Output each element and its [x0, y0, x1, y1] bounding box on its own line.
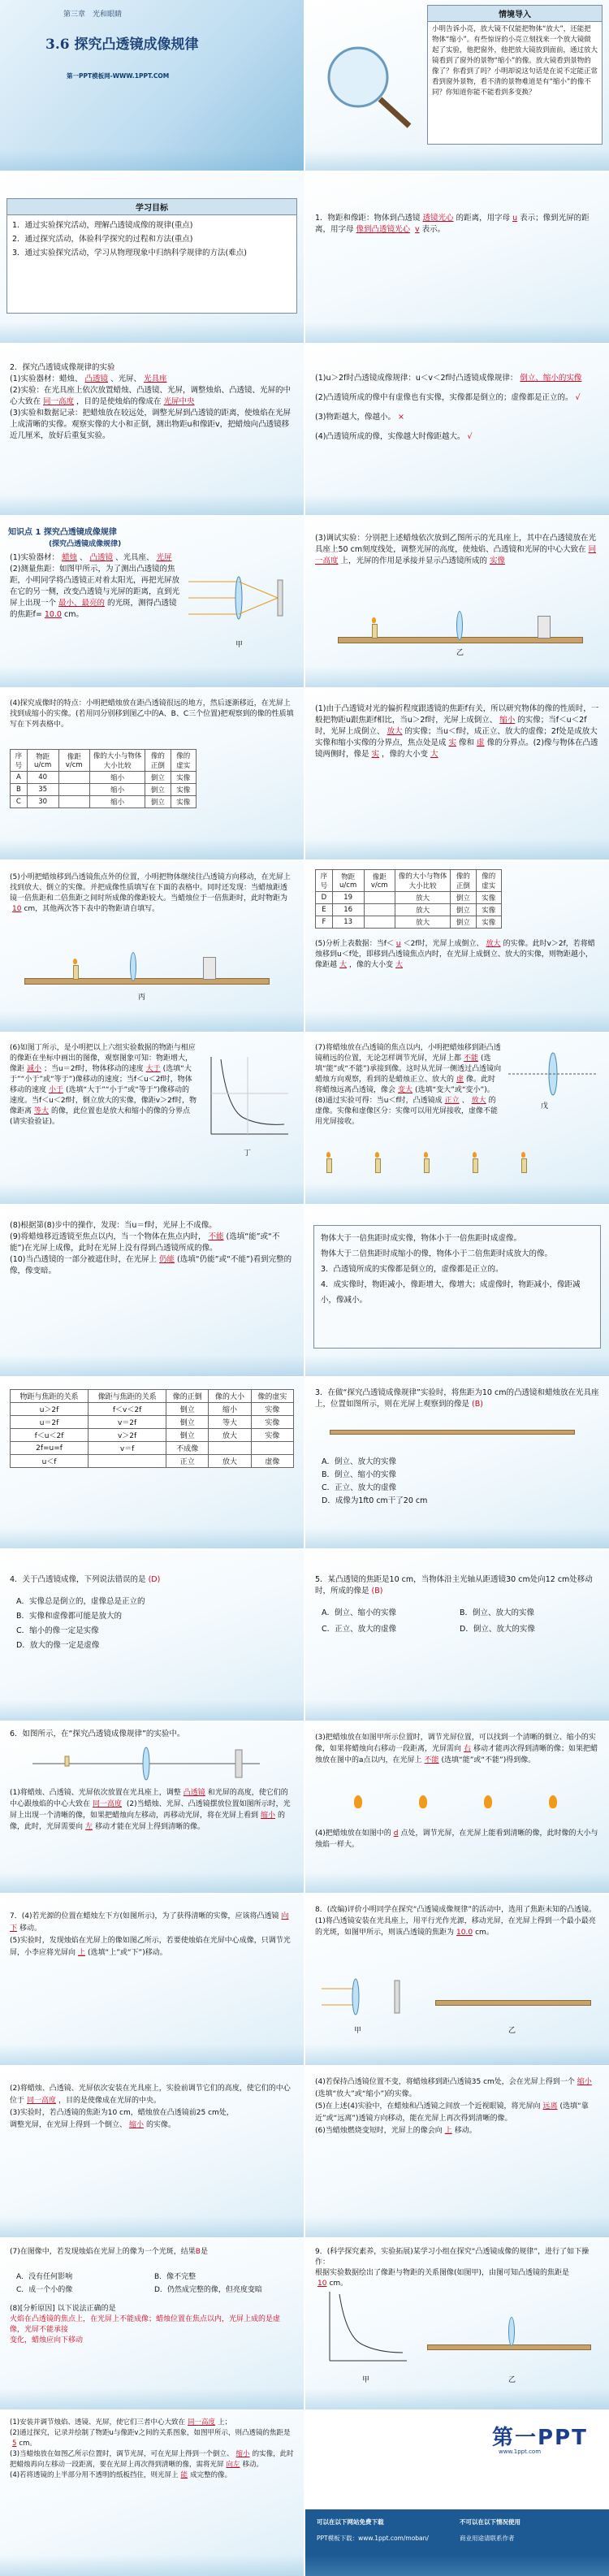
slide-q9	[305, 2239, 609, 2409]
slide-virtual-image	[305, 1033, 609, 1204]
image-candles-row	[318, 1147, 594, 1180]
summary-2: 物体大于二倍焦距时成缩小的像，物体小于二倍焦距时成放大的像。	[321, 1249, 553, 1258]
choice-d[interactable]: D．成像为1ft0 cm干了20 cm	[322, 1496, 428, 1505]
table-row: u＞2f f＜v＜2f 倒立 缩小 实像	[11, 1403, 294, 1416]
slide-table-2	[305, 861, 609, 1032]
slide-summary	[305, 1206, 609, 1376]
table-row: u＜f 正立 放大 虚像	[11, 1455, 294, 1468]
goal-3: 3．通过实验探究活动，学习从物理现象中归纳科学规律的方法(难点)	[12, 249, 247, 258]
sun-focus-diagram	[188, 565, 294, 630]
table-row: A 40 缩小 倒立 实像	[11, 772, 197, 784]
choice-c[interactable]: C．缩小的像一定是实像	[16, 1626, 99, 1635]
footer-note: 商业用途请联系作者	[460, 2535, 515, 2542]
question-5: 5．某凸透镜的焦距是10 cm，当物体沿主光轴从距透镜30 cm处向12 cm处移动时，所成的像是 (B)	[315, 1575, 593, 1595]
slide-end	[305, 2411, 609, 2576]
lesson-title: 3.6 探究凸透镜成像规律	[45, 37, 199, 53]
slide-analysis-1	[305, 689, 609, 859]
rule-table	[10, 1389, 294, 1468]
knowledge-heading: 知识点 1 探究凸透镜成像规律	[8, 528, 117, 537]
table-header-row: 序号 物距u/cm 像距v/cm 像的大小与物体大小比较 像的正倒 像的虚实	[316, 870, 502, 892]
choice-d[interactable]: D．倒立、放大的实像	[460, 1625, 535, 1634]
setup-text: (3)调试实验：分别把上述蜡烛依次放到乙图所示的光具座上，其中在凸透镜放在光具座上50 cm刻度线处，调整光屏的高度，使烛焰、凸透镜和光屏的中心大致在 同一高度 上，光屏的作用是承接并显示凸透镜所成的 实像	[315, 534, 597, 565]
choice-b[interactable]: B．实像和虚像都可能是放大的	[16, 1612, 123, 1621]
q8-more-text: (4)若保持凸透镜位置不变，将蜡烛移到距凸透镜35 cm处，会在光屏上得到一个 缩小(选填“放大”或“缩小”)的实像。 (5)在上述(4)实验中，在蜡烛和凸透镜之间放一个近视眼镜，将光屏向 远离 (选填“靠近”或“远离”)透镜方向移动，能在光屏上再次得到清晰的像。 (6)当蜡烛燃烧变短时，光屏上的像会向 上 移动。	[315, 2078, 592, 2135]
choice-c[interactable]: C．正立、放大的虚像	[322, 1625, 397, 1634]
u-v-graph	[203, 1053, 292, 1142]
virtual-text: (7)将蜡烛放在凸透镜的焦点以内，小明把蜡烛移到距凸透镜稍远的位置，无论怎样调节光屏，光屏上都 不能 (选填“能”或“不能”)承接到像。这时从光屏一侧透过凸透镜向蜡烛方向观察，看到的是蜡烛正立、放大的 虚 像。此时将蜡烛远离凸透镜，像会 变大 (选填“变大”或“变小”)。 (8)通过实验可得：当u＜f时，凸透镜成 正立 、 放大 的虚像。实像和虚像区分：实像可以用光屏接收，虚像不能用光屏接收。	[315, 1044, 502, 1126]
figure-caption: 戊	[541, 1102, 549, 1110]
optical-bench	[24, 978, 270, 985]
move-text: (5)小明把蜡烛移到凸透镜焦点外的位置，小明把物体继续往凸透镜方向移动，在光屏上找到放大、倒立的实像。并把成像性质填写在下面的表格中。同时还发现：当蜡烛距透镜一倍焦距和二倍焦距之间时所成像的像距较大。当蜡烛位于一倍焦距时，此时物距为10 cm，其他两次答下表中的物距请自填写。	[10, 873, 291, 913]
results-table-1	[10, 749, 197, 808]
lens	[130, 952, 136, 981]
experiment-text: 2．探究凸透镜成像规律的实验 (1)实验器材：蜡烛、 凸透镜 、光屏、 光具座 (2)实验：在光具座上依次放置蜡烛、凸透镜、光屏，调整烛焰、凸透镜、光屏的中心大致在 同一高度 ，目的是使烛焰的像成在 光屏中央 (3)实验和数据记录：把蜡烛放在较远处，调整光屏到凸透镜的距离，使烛焰在光屏上成清晰的实像。观察实像的大小和正倒，测出物距u和像距v，把蜡烛向凸透镜移近几厘米，放好后重复实验。	[10, 363, 291, 440]
slide-q3	[305, 1378, 609, 1548]
choice-a[interactable]: A．没有任何影响	[16, 2273, 73, 2281]
intro-heading: 情境导入	[428, 6, 602, 22]
table-row: B 35 缩小 倒立 实像	[11, 784, 197, 796]
summary-box	[313, 1225, 601, 1349]
flame	[372, 617, 376, 623]
figure-caption: 乙	[456, 649, 464, 657]
footer-col-2-title: 不可以在以下情况使用	[460, 2518, 520, 2526]
knowledge-sub: (探究凸透镜成像规律)	[49, 540, 122, 548]
goals-heading: 学习目标	[7, 199, 296, 215]
site-logo: 第一PPT模板网-WWW.1PPT.COM	[67, 72, 170, 80]
knowledge-text: (1)实验器材： 蜡烛 、 凸透镜 、光具座、 光屏 (2)测量焦距：如图甲所示，为了测出凸透镜的焦距，小明同学将凸透镜正对着太阳光，再把光屏放在它的另一侧，改变凸透镜与光屏的距离，直到光屏上出现一个 最小、最亮的 的光斑，测得凸透镜的焦距f= 10.0 cm。	[10, 553, 180, 619]
screen	[538, 616, 551, 639]
slide-experiment	[0, 344, 304, 515]
slide-q6	[0, 1722, 304, 1893]
slide-setup	[305, 517, 609, 687]
q8-reason: (8)[分析原因] 以下说法正确的是 火焰在凸透镜的焦点上，在光屏上不能成像；蜡烛位置在焦点以内，光屏上成的是虚像，光屏不能承接 变化，蜡烛应向下移动	[10, 2305, 281, 2344]
slide-q6-cont	[305, 1722, 609, 1893]
observation-text: (8)根据第(8)步中的操作，发现：当u＝f时，光屏上不成像。 (9)将蜡烛移近透镜至焦点以内，当一个物体在焦点内时， 不能 (选填“能”或“不能”)在光屏上成像，此时在光屏上没有得到凸透镜所成的像。 (10)当凸透镜的一部分被遮住时，在光屏上 仍能 (选填“仍能”或“不能”)看到完整的像，像变暗。	[10, 1221, 292, 1275]
slide-q7	[0, 1894, 304, 2065]
slide-q8-analysis	[0, 2239, 304, 2409]
q6-cont-text: (3)把蜡烛放在如图甲所示位置时，调节光屏位置，可以找到一个清晰的倒立、缩小的实像，如果将蜡烛向右移动一段距离，光屏需向 右 移动才能再次得到清晰的像；如果把蜡烛放在图中的a点以内，在光屏上 不能 (选填“能”或“不能”)得到像。	[315, 1734, 598, 1764]
flame	[73, 959, 77, 964]
table-row: F 13 放大 倒立 实像	[316, 916, 502, 929]
figure-caption: 丁	[244, 1149, 252, 1158]
q7-text: 7．(4)若光源的位置在蜡烛左下方(如图所示)，为了获得清晰的实像，应该将凸透镜 向下 移动。 (5)实验时，发现烛焰在光屏上的像如图乙所示，若要使烛焰在光屏中心成像，只调节光屏，小李应将光屏向 上 (选填“上”或“下”)移动。	[10, 1912, 291, 1957]
question-1: 1．物距和像距：物体到凸透镜 透镜光心 的距离，用字母 u 表示；像到光屏的距离，用字母 像到凸透镜光心 v 表示。	[315, 214, 590, 234]
table-intro: (4)探究成像时的特点：小明把蜡烛放在距凸透镜很远的地方，然后逐渐移近，在光屏上找到成缩小的实像。(若用同分别移到图乙中的A、B、C三个位置)把观察到的像的性质填写在下列表格中。	[10, 699, 294, 729]
figure-caption: 丙	[138, 994, 146, 1002]
slide-title	[0, 0, 304, 171]
ruler	[330, 1430, 575, 1435]
question-3: 3．在做“探究凸透镜成像规律”实验时，将焦距为10 cm的凸透镜和蜡烛放在光具座上，位置如图所示，则在光屏上观察到的像是 (B)	[315, 1388, 599, 1409]
slide-table-1	[0, 689, 304, 859]
results-table-2	[315, 869, 502, 929]
lens	[508, 2317, 515, 2346]
candle	[73, 965, 79, 980]
choice-b[interactable]: B．倒立、缩小的实像	[322, 1470, 397, 1479]
optical-bench	[435, 2000, 591, 2006]
q10-text: (1)安装并调节烛焰、透镜、光屏，使它们三者中心大致在 同一高度 上； (2)通过探究，记录并绘制了物距u与像距v之间的关系图象，如图甲所示，则凸透镜的焦距是5 cm。 (3)当蜡烛放在如图乙所示位置时，调节光屏，可在光屏上得到一个倒立、 缩小 的实像，此时把蜡烛再向左移动一段距离，要在光屏上再次得到清晰的像，需将光屏 向左 移动。 (4)若将透镜的上半部分用不透明的纸板挡住，则光屏上 能 成完整的像。	[10, 2418, 294, 2479]
choice-a[interactable]: A．实像总是倒立的，虚像总是正立的	[16, 1597, 145, 1606]
q6-d-text: (4)把蜡烛放在如图中的 d 点处，调节光屏，在光屏上能看到清晰的像，此时像的大小与烛焰一样大。	[315, 1829, 598, 1849]
table-row: D 19 放大 倒立 实像	[316, 892, 502, 904]
slide-knowledge-1	[0, 517, 304, 687]
q9-graph	[322, 2288, 411, 2369]
slide-q4	[0, 1550, 304, 1721]
table-row: f＜u＜2f v＞2f 倒立 放大 实像	[11, 1429, 294, 1442]
slide-q8-cont	[0, 2067, 304, 2237]
slide-goals	[0, 172, 304, 343]
table-header-row: 序号 物距u/cm 像距v/cm 像的大小与物体大小比较 像的正倒 像的虚实	[11, 750, 197, 772]
goal-1: 1．通过实验探究活动，理解凸透镜成像的规律(重点)	[12, 221, 193, 230]
intro-box	[427, 5, 603, 145]
choice-c[interactable]: C．正立、放大的虚像	[322, 1483, 397, 1492]
choice-a[interactable]: A．倒立、缩小的实像	[322, 1608, 396, 1617]
slide-q5	[305, 1550, 609, 1721]
slide-intro	[305, 0, 609, 171]
summary-4: 4．成实像时，物距减小，像距增大，像增大；成虚像时，物距减小，像距减小，像减小。	[321, 1280, 581, 1305]
choice-c[interactable]: C．成一个小的像	[16, 2286, 73, 2294]
choice-a[interactable]: A．倒立、放大的实像	[322, 1457, 396, 1466]
q8-text: 8．(改编)评价小明同学在探究“凸透镜成像规律”的活动中，选用了焦距未知的凸透镜。 (1)将凸透镜安装在光具座上，用平行光作光源，移动光屏，在光屏上得到一个最小最亮的光斑，如图甲所示，则该凸透镜的焦距为 10.0 cm。	[315, 1906, 597, 1937]
table-row: C 30 缩小 倒立 实像	[11, 796, 197, 808]
slide-q1	[305, 172, 609, 343]
choice-d[interactable]: D．放大的像一定是虚像	[16, 1641, 100, 1650]
question-4: 4．关于凸透镜成像，下列说法错误的是 (D)	[10, 1575, 161, 1584]
slide-q10	[0, 2411, 304, 2576]
rules-text: (1)u＞2f时凸透镜成像规律：u＜v＜2f时凸透镜成像规律： 倒立、缩小的实像 (2)凸透镜所成的像中有虚像也有实像，实像都是倒立的；虚像都是正立的。 √ (3)物距越大，像越小。 × (4)凸透镜所成的像，实像越大时像距越大。 √	[315, 374, 582, 441]
slide-move-candle	[0, 861, 304, 1032]
figure-caption: 乙	[508, 2027, 516, 2035]
goal-2: 2．通过探究活动，体验科学探究的过程和方法(重点)	[12, 235, 193, 244]
intro-text: 小明告诉小亮，放大镜不仅能把物体“放大”，还能把物体“缩小”。有些惊讶的小亮立刻找来一个放大镜做起了实验，他把窗外，他把放大镜放到面前，通过放大镜看到了窗外的景物“缩小”的像。放大镜看到景物的像了？你看到了吗？小明却说这句话是在说不定能正常看到窗外景物，看不清的景物难道是有“缩小”的像不同？你知道你能不能看到多变换？	[432, 25, 598, 97]
screen	[203, 957, 216, 980]
q9-text: 9．(科学探究素养，实验拓展)某学习小组在探究“凸透镜成像的规律”，进行了如下操作： 根据实验数据绘出了像距与物距的关系图像(如图甲)，由图可知凸透镜的焦距是10 cm。	[315, 2248, 590, 2288]
graph-text: (6)如图丁所示，是小明把以上六组实验数据的物距与相应的像距在坐标中画出的图像，观察图象可知：物距增大，像距 减小 ；当u＝2f时，物体移动的速度 大于 (选填“大于”“小于”或“等于”)像移动的速度；当f＜u＜2f时，物体移动的速度 小于 (选填“大于”“小于”或“等于”)像移动的速度。当f＜u＜2f时，倒立放大的实像，像距v＞2f时，物像距离 等大 的像，此位置也是放大和缩小的像的分界点(请实验验证)。	[10, 1044, 197, 1126]
footer-link[interactable]: PPT模板下载：www.1ppt.com/moban/	[317, 2535, 429, 2542]
figure-caption: 乙	[508, 2376, 516, 2384]
slide-rules	[305, 344, 609, 515]
brand-logo: 第一PPT	[492, 2426, 588, 2450]
q8-cont-text: (2)将蜡烛、凸透镜、光屏依次安装在光具座上，实验前调节它们的高度，使它们的中心位于 同一高度 ，目的是使像成在光屏的中央。 (3)实验时，若凸透镜的焦距为10 cm，蜡烛放在凸透镜前25 cm处， 调整光屏，在光屏上得到一个倒立、 缩小 的实像。	[10, 2085, 291, 2129]
table-row: u＝2f v＝2f 倒立 等大 实像	[11, 1416, 294, 1429]
choice-b[interactable]: B．倒立、放大的实像	[460, 1608, 535, 1617]
q8-analysis-text: (7)在图像中，若发现烛焰在光屏上的像为一个光斑，结果B是	[10, 2248, 208, 2256]
slide-rule-table	[0, 1378, 304, 1548]
slide-observations	[0, 1206, 304, 1376]
q6-diagram	[32, 1743, 260, 1784]
figure-caption: 甲	[362, 2376, 370, 2384]
answer: 透镜光心	[422, 214, 454, 223]
slide-q8	[305, 1894, 609, 2065]
figure-caption: 甲	[235, 641, 244, 649]
choice-d[interactable]: D．仍然成完整的像，但亮度变暗	[154, 2286, 262, 2294]
lens-diagram	[508, 1050, 598, 1098]
slide-graph	[0, 1033, 304, 1204]
analysis-text: (1)由于凸透镜对光的偏折程度跟透镜的焦距f有关，所以研究物体的像的性质时，一般把物距u跟焦距f相比，当u＞2f时，光屏上成倒立、 缩小 的实像；当f＜u＜2f时，光屏上成倒立、 放大 的实像；当u＜f时，成正立、放大的虚像；2f处是成放大实像和缩小实像的分界点，焦点处是成 实 像和 虚 像的分界点。(2)像与物体在凸透镜两侧时，像是 实 ，像的大小变 大	[315, 704, 599, 759]
summary-1: 物体大于一倍焦距时成实像，物体小于一倍焦距时成虚像。	[321, 1234, 522, 1243]
summary-3: 3．凸透镜所成的实像都是倒立的，虚像都是正立的。	[321, 1265, 503, 1274]
q8-figure-a	[322, 1972, 411, 2021]
table-header-row: 物距与焦距的关系 像距与焦距的关系 像的正倒 像的大小 像的虚实	[11, 1390, 294, 1403]
goals-box	[6, 198, 297, 314]
flame-options	[338, 1787, 581, 1820]
analysis-2-text: (5)分析上表数据：当f＜ u ＜2f时，光屏上成倒立、 放大 的实像。此时v＞2f，若将蜡烛移到u＜f处，即移到凸透镜焦点内时，在光屏上成倒立、放大的实像，则物距越小，像距越 大 ，像的大小变 大	[315, 940, 595, 969]
lens	[456, 611, 463, 640]
q6-text: (1)将蜡烛、凸透镜、光屏依次放置在光具座上，调整 凸透镜 和光屏的高度，使它们的中心跟烛焰的中心大致在 同一高度 (2)当蜡烛、光屏、凸透镜摆放位置如图所示时，光屏上出现一个清晰的像，如果把蜡烛向左移动，再移动光屏，将在光屏上看到 缩小 的像，此时，光屏需要向 左 移动才能在光屏上得到清晰的像。	[10, 1789, 291, 1831]
slide-q8-more	[305, 2067, 609, 2237]
brand-site: www.1ppt.com	[499, 2448, 542, 2455]
candle	[372, 624, 378, 639]
figure-caption: 甲	[354, 2027, 362, 2035]
magnifier-illustration	[313, 32, 419, 130]
question-6: 6．如图所示，在“探究凸透镜成像规律”的实验中。	[10, 1730, 185, 1738]
table-row: E 16 放大 倒立 实像	[316, 904, 502, 916]
choice-b[interactable]: B．像不完整	[154, 2273, 197, 2281]
footer-banner	[305, 2509, 609, 2576]
optical-bench	[427, 2344, 591, 2350]
footer-col-1-title: 可以在以下网站免费下载	[317, 2518, 384, 2526]
chapter-label: 第三章 光和眼睛	[63, 11, 123, 19]
table-row: 2f=u=f v＝f 不成像	[11, 1442, 294, 1455]
